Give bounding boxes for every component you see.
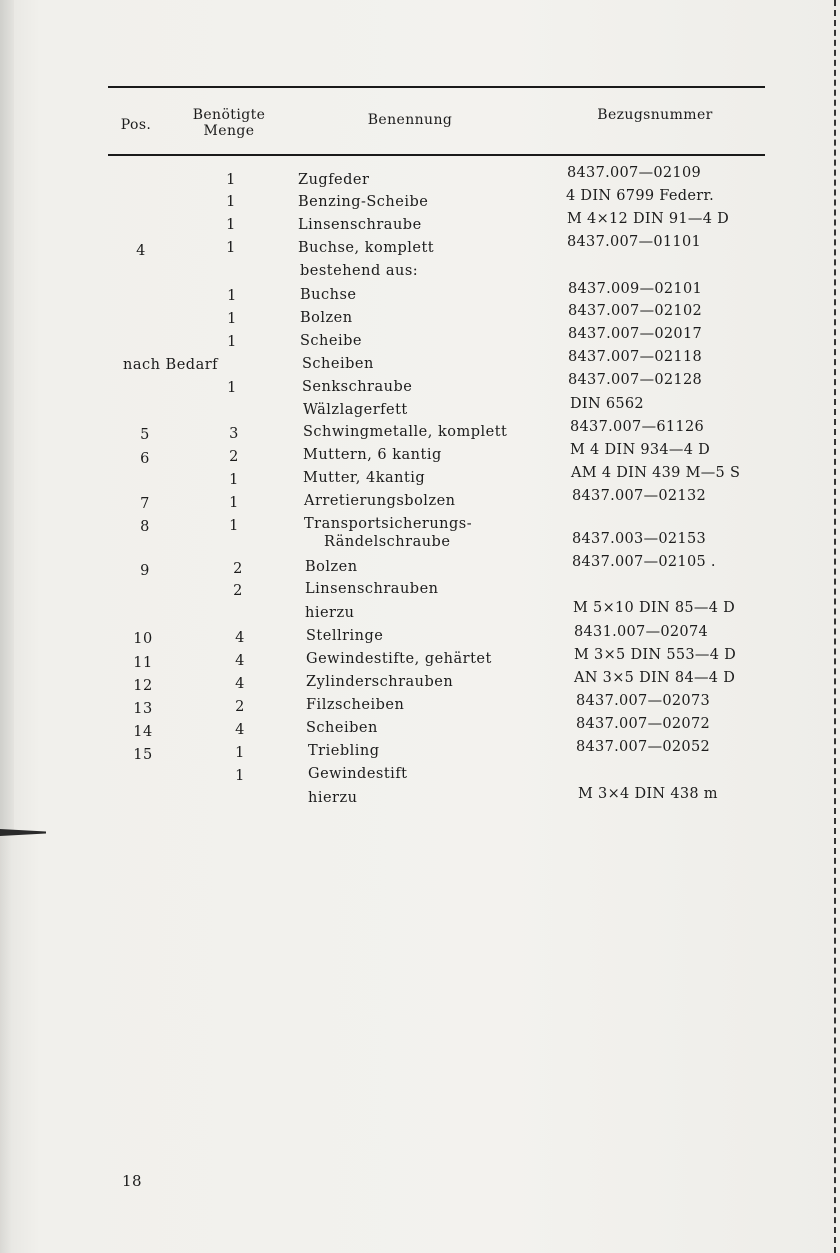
row-name: bestehend aus: <box>300 263 419 279</box>
row-ref: 8437.007—02109 <box>567 165 702 181</box>
row-qty: 1 <box>227 380 237 396</box>
row-ref: 8437.007—02118 <box>568 349 703 365</box>
row-ref: DIN 6562 <box>570 396 644 412</box>
row-pos: 7 <box>140 496 150 512</box>
row-qty: 1 <box>229 472 239 488</box>
row-name: Buchse <box>300 287 357 303</box>
row-qty: 1 <box>227 334 237 350</box>
scan-edge-line <box>834 0 836 1253</box>
row-name: Stellringe <box>306 628 384 644</box>
row-ref: 8437.007—02052 <box>576 739 711 755</box>
row-qty: 2 <box>229 449 239 465</box>
row-pos: 14 <box>133 724 153 740</box>
row-qty: 2 <box>233 583 243 599</box>
row-name-line2: Rändelschraube <box>324 534 451 550</box>
row-name: Muttern, 6 kantig <box>303 447 442 463</box>
row-ref: M 3×5 DIN 553—4 D <box>574 647 737 663</box>
row-pos: 6 <box>140 451 150 467</box>
row-name: Buchse, komplett <box>298 240 435 256</box>
row-ref: 8437.003—02153 <box>572 531 707 547</box>
table-top-rule <box>108 86 765 88</box>
row-qty: 4 <box>235 722 245 738</box>
row-name: Gewindestifte, gehärtet <box>306 651 492 667</box>
row-pos: 8 <box>140 519 150 535</box>
row-name: hierzu <box>308 790 358 806</box>
row-ref: 8437.007—02132 <box>572 488 707 504</box>
row-pos: 11 <box>133 655 153 671</box>
row-ref: 8437.007—02072 <box>576 716 711 732</box>
row-qty: 1 <box>227 288 237 304</box>
header-menge-line2: Menge <box>203 123 255 139</box>
row-qty: 1 <box>226 194 236 210</box>
row-name: hierzu <box>305 605 355 621</box>
row-name: Linsenschrauben <box>305 581 439 597</box>
row-qty: 1 <box>226 172 236 188</box>
row-pos: 15 <box>133 747 153 763</box>
row-name: Bolzen <box>300 310 353 326</box>
row-ref: 8437.007—02017 <box>568 326 703 342</box>
row-ref: M 4 DIN 934—4 D <box>570 442 711 458</box>
row-qty: 1 <box>235 768 245 784</box>
row-ref: AM 4 DIN 439 M—5 S <box>571 465 741 481</box>
header-menge-line1: Benötigte <box>192 107 266 123</box>
row-name: Scheibe <box>300 333 362 349</box>
row-name: Triebling <box>308 743 380 759</box>
row-qty: 1 <box>229 518 239 534</box>
header-menge <box>182 107 276 139</box>
row-name: Gewindestift <box>308 766 408 782</box>
row-ref: 8437.007—61126 <box>570 419 705 435</box>
row-ref: 8437.007—02073 <box>576 693 711 709</box>
row-name: Scheiben <box>306 720 378 736</box>
row-qty: 1 <box>227 311 237 327</box>
row-name: Mutter, 4kantig <box>303 470 426 486</box>
row-ref: AN 3×5 DIN 84—4 D <box>574 670 736 686</box>
row-pos: 5 <box>140 427 150 443</box>
row-pos: 13 <box>133 701 153 717</box>
row-qty: 4 <box>235 630 245 646</box>
row-name: Linsenschraube <box>298 217 422 233</box>
row-name: Benzing-Scheibe <box>298 194 429 210</box>
row-pos: 10 <box>133 631 153 647</box>
row-qty: 2 <box>233 561 243 577</box>
row-pos: 4 <box>136 243 146 259</box>
row-ref: M 4×12 DIN 91—4 D <box>567 211 730 227</box>
row-qty: 1 <box>226 240 236 256</box>
row-pos: 9 <box>140 563 150 579</box>
row-name: Schwingmetalle, komplett <box>303 424 508 440</box>
row-name: Senkschraube <box>302 379 413 395</box>
row-name: Arretierungsbolzen <box>304 493 456 509</box>
row-qty: 4 <box>235 676 245 692</box>
row-name: Zylinderschrauben <box>306 674 454 690</box>
row-name: Filzscheiben <box>306 697 405 713</box>
row-ref: 8431.007—02074 <box>574 624 709 640</box>
row-name: Scheiben <box>302 356 374 372</box>
row-name: Bolzen <box>305 559 358 575</box>
row-qty: 2 <box>235 699 245 715</box>
row-pos-nach-bedarf: nach Bedarf <box>123 357 219 373</box>
table-header-rule <box>108 154 765 156</box>
row-ref: 4 DIN 6799 Federr. <box>566 188 714 204</box>
row-qty: 3 <box>229 426 239 442</box>
row-name-line1: Transportsicherungs- <box>304 516 473 532</box>
row-pos: 12 <box>133 678 153 694</box>
row-qty: 4 <box>235 653 245 669</box>
row-ref: M 3×4 DIN 438 m <box>578 786 718 802</box>
row-ref: 8437.009—02101 <box>568 281 703 297</box>
header-bezugsnummer: Bezugsnummer <box>597 107 713 123</box>
row-ref: 8437.007—02105 . <box>572 554 716 570</box>
book-edge-shadow <box>0 0 14 835</box>
row-ref: M 5×10 DIN 85—4 D <box>573 600 736 616</box>
header-benennung: Benennung <box>367 112 453 128</box>
header-pos: Pos. <box>120 117 152 133</box>
page-number: 18 <box>122 1172 143 1190</box>
row-name: Zugfeder <box>298 172 370 188</box>
row-name <box>304 515 472 551</box>
row-qty: 1 <box>226 217 236 233</box>
row-ref: 8437.007—01101 <box>567 234 702 250</box>
row-ref: 8437.007—02128 <box>568 372 703 388</box>
row-qty: 1 <box>229 495 239 511</box>
row-ref: 8437.007—02102 <box>568 303 703 319</box>
row-name: Wälzlagerfett <box>303 402 408 418</box>
row-qty: 1 <box>235 745 245 761</box>
